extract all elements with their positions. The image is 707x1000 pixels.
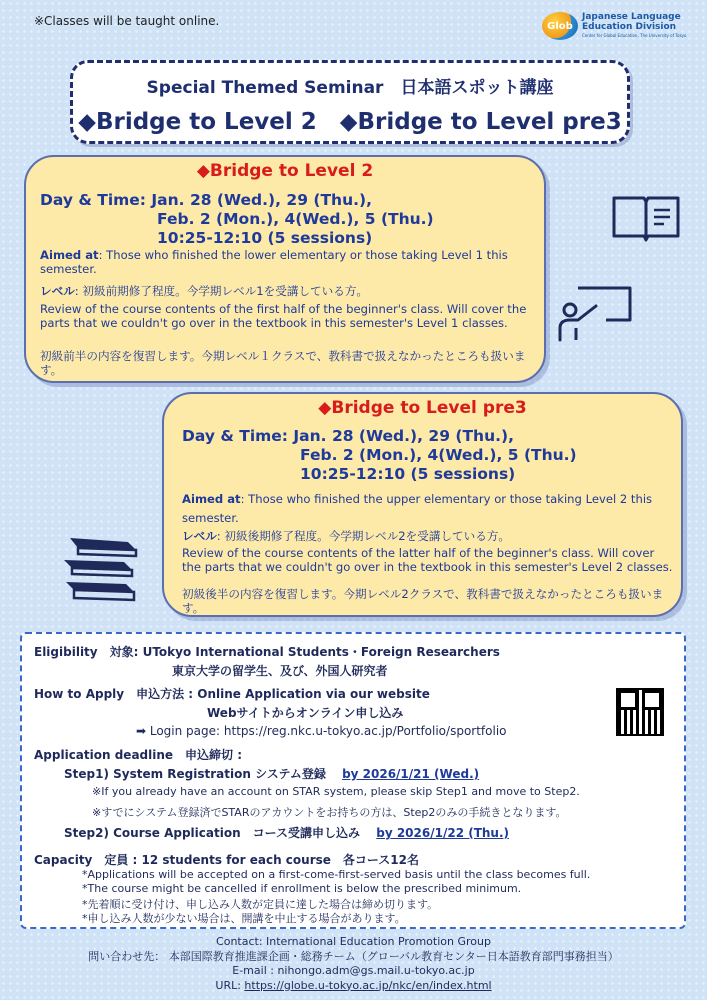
contact-email[interactable]: E-mail : nihongo.adm@gs.mail.u-tokyo.ac.jp (232, 964, 475, 977)
step2-label: Step2) Course Application コース受講申し込み (64, 826, 361, 840)
globe-logo (542, 8, 687, 44)
logo-mark: Glob (542, 12, 578, 40)
online-note: ※Classes will be taught online. (34, 14, 220, 28)
book-icon (610, 192, 682, 242)
course-level (40, 285, 536, 299)
aimed-label: Aimed at (40, 248, 99, 262)
course-datetime-1: Day & Time: Jan. 28 (Wed.), 29 (Thu.), (182, 427, 514, 445)
qr-code[interactable] (616, 688, 664, 736)
note-1: *Applications will be accepted on a first-come-first-served basis until the class becomes full. (82, 868, 591, 881)
capacity: Capacity 定員 : 12 students for each course 各コース12名 (34, 853, 419, 867)
seminar-courses-title: ◆Bridge to Level 2 ◆Bridge to Level pre3 (78, 109, 622, 135)
step1-date: by 2026/1/21 (Wed.) (342, 767, 480, 781)
logo-line1: Japanese Language (582, 12, 681, 22)
contact-office: 問い合わせ先： 本部国際教育推進課企画・総務チーム（グローバル教育センター日本語教育部門事務担当） (88, 949, 619, 963)
step1-label: Step1) System Registration システム登録 (64, 767, 326, 781)
logo-line3: Center for Global Education, The University of Tokyo (582, 33, 687, 38)
application-deadline: Application deadline 申込締切 : (34, 748, 243, 762)
course-card-level-pre3 (162, 392, 683, 617)
note-4: *申し込み人数が少ない場合は、開講を中止する場合があります。 (82, 912, 406, 925)
course-desc-ja: 初級後半の内容を復習します。今期レベル2クラスで、教科書で扱えなかったところも扱います。 (182, 587, 664, 615)
contact-url-link[interactable]: https://globe.u-tokyo.ac.jp/nkc/en/index.html (244, 978, 492, 992)
course-title: ◆Bridge to Level pre3 (318, 398, 527, 418)
note-3: *先着順に受け付け、申し込み人数が定員に達した場合は締め切ります。 (82, 898, 439, 911)
contact-group: Contact: International Education Promotion Group (216, 935, 491, 948)
how-to-apply-ja: Webサイトからオンライン申し込み (207, 706, 404, 720)
level-text: : 初級前期修了程度。今学期レベル1を受講している方。 (74, 284, 369, 298)
aimed-text: : Those who finished the lower elementary or those taking Level 1 this semester. (40, 248, 508, 276)
aimed-text: : Those who finished the upper elementary or those taking Level 2 this semester. (182, 492, 653, 525)
level-label: レベル (182, 529, 217, 543)
url-label: URL: (215, 978, 245, 992)
level-text: : 初級後期修了程度。今学期レベル2を受講している方。 (216, 529, 511, 543)
logo-line2: Education Division (582, 22, 677, 32)
course-desc-ja: 初級前半の内容を復習します。今期レベル１クラスで、教科書で扱えなかったところも扱います。 (40, 349, 526, 377)
course-desc-en: Review of the course contents of the latter half of the beginner's class. Will cover the parts that we couldn't go over in the textbook in this semester's Level 2 classes. (182, 546, 673, 574)
step1-note-ja: ※すでにシステム登録済でSTARのアカウントをお持ちの方は、Step2のみの手続きとなります。 (92, 806, 567, 819)
login-page-link[interactable]: ➡ Login page: https://reg.nkc.u-tokyo.ac.jp/Portfolio/sportfolio (136, 724, 507, 738)
seminar-title-box (70, 60, 630, 144)
course-desc-en: Review of the course contents of the first half of the beginner's class. Will cover the parts that we couldn't go over in the textbook in this semester's Level 1 classes. (40, 302, 527, 330)
course-datetime-2: Feb. 2 (Mon.), 4(Wed.), 5 (Thu.) (300, 446, 577, 464)
eligibility: Eligibility 対象: UTokyo International Students・Foreign Researchers (34, 645, 500, 659)
contact-url-line (0, 979, 707, 994)
note-2: *The course might be cancelled if enrollment is below the prescribed minimum. (82, 882, 522, 895)
step2-date: by 2026/1/22 (Thu.) (376, 826, 510, 840)
course-datetime-2: Feb. 2 (Mon.), 4(Wed.), 5 (Thu.) (157, 210, 434, 228)
course-card-level2 (24, 155, 546, 383)
books-stack-icon (58, 534, 142, 606)
course-datetime-3: 10:25-12:10 (5 sessions) (157, 229, 373, 247)
step1 (64, 765, 479, 782)
level-label: レベル (40, 284, 75, 298)
aimed-label: Aimed at (182, 492, 241, 506)
course-title: ◆Bridge to Level 2 (196, 161, 374, 181)
teacher-icon (556, 284, 636, 344)
how-to-apply: How to Apply 申込方法 : Online Application via our website (34, 687, 430, 701)
contact-section (0, 935, 707, 993)
course-datetime-3: 10:25-12:10 (5 sessions) (300, 465, 516, 483)
application-info-box (20, 632, 686, 929)
step1-note-en: ※If you already have an account on STAR system, please skip Step1 and move to Step2. (92, 785, 580, 798)
course-datetime-1: Day & Time: Jan. 28 (Wed.), 29 (Thu.), (40, 191, 372, 209)
course-aimed (182, 490, 672, 528)
seminar-title: Special Themed Seminar 日本語スポット講座 (146, 78, 554, 98)
course-aimed (40, 249, 536, 276)
course-level (182, 530, 672, 544)
eligibility-ja: 東京大学の留学生、及び、外国人研究者 (172, 664, 388, 678)
step2 (64, 824, 509, 841)
